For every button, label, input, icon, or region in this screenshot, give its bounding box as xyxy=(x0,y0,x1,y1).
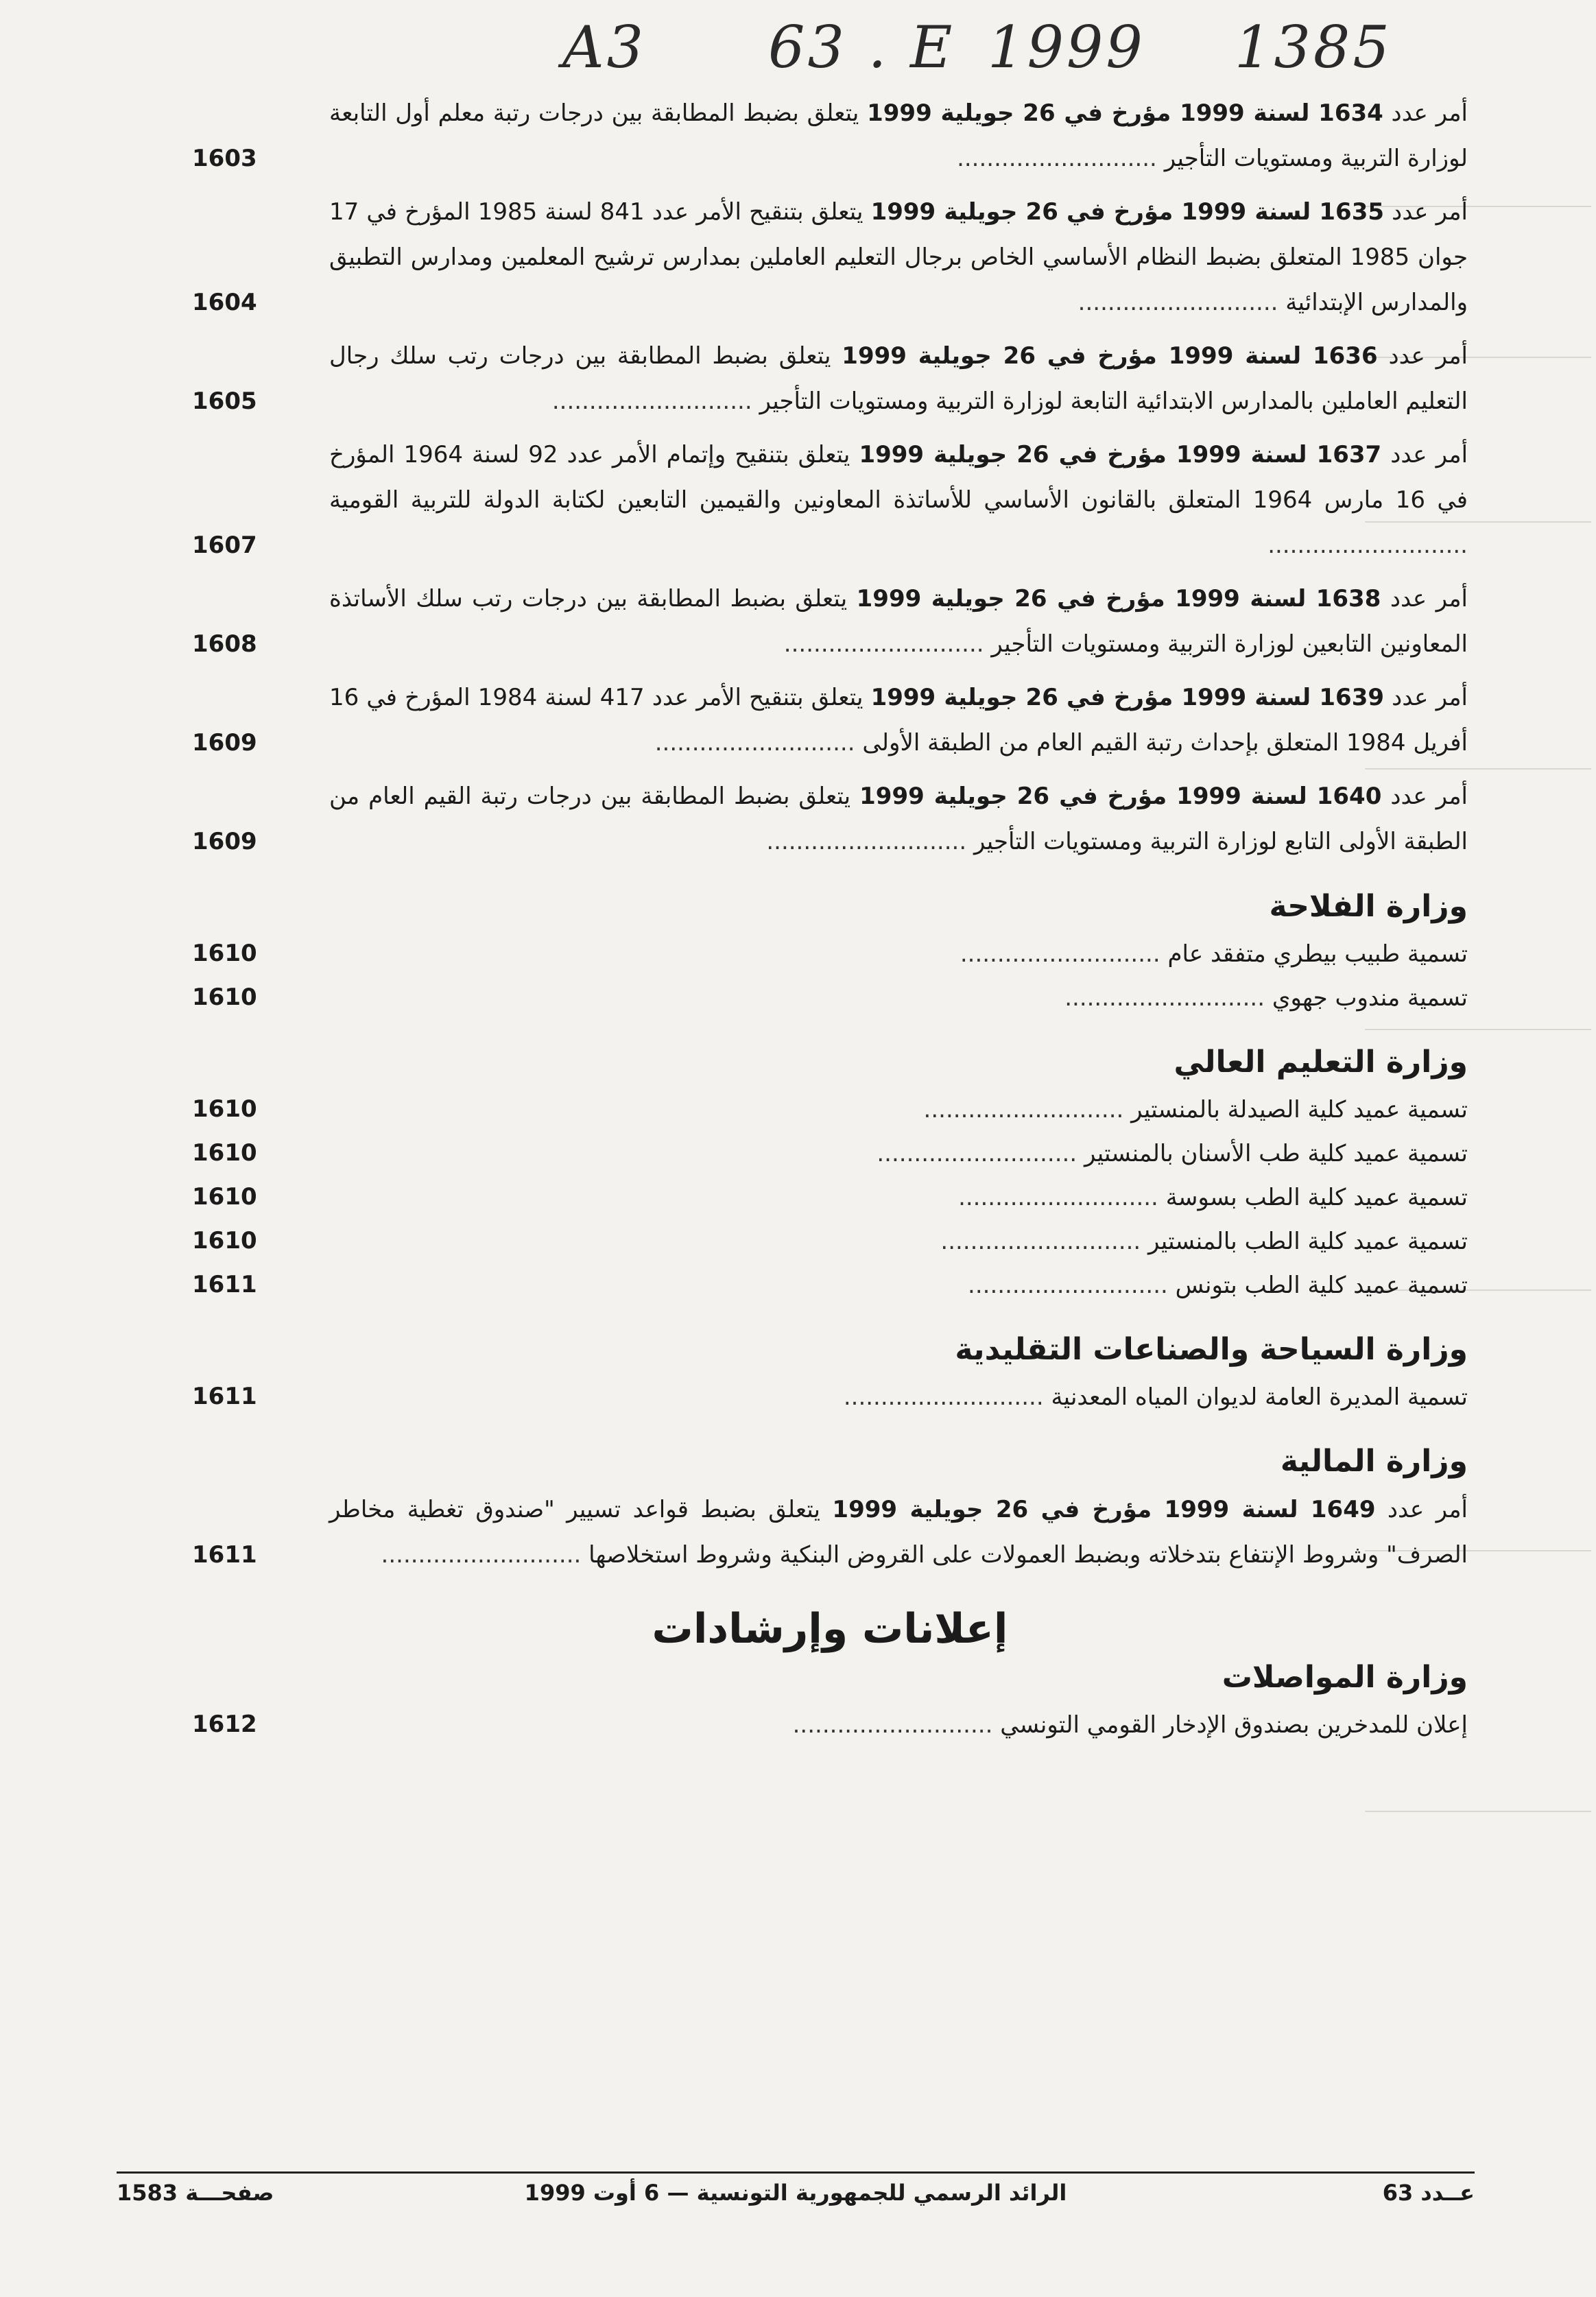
toc-entry[interactable]: أمر عدد 1640 لسنة 1999 مؤرخ في 26 جويلية 1999 يتعلق بضبط المطابقة بين درجات رتبة القيم العام من الطبقة الأولى التابع لوزارة التربية ومستويات التأجير ........................... 1609 xyxy=(192,774,1468,864)
ministry-heading: وزارة المواصلات xyxy=(1222,1660,1468,1695)
table-of-contents xyxy=(192,91,1468,1747)
handwritten-issue: 63 . E xyxy=(768,14,955,81)
page-number: 1604 xyxy=(192,289,257,316)
page-number: 1605 xyxy=(192,388,257,415)
page-number: 1610 xyxy=(192,940,257,967)
footer-journal-title: الرائد الرسمي للجمهورية التونسية — 6 أوت 1999 xyxy=(524,2180,1067,2206)
handwritten-year: 1999 xyxy=(988,14,1145,81)
page-number: 1610 xyxy=(192,1139,257,1167)
page-number: 1610 xyxy=(192,984,257,1011)
footer-page-label: صفحـــة 1583 xyxy=(117,2180,274,2206)
ministry-heading: وزارة التعليم العالي xyxy=(1174,1045,1468,1080)
ministry-heading: وزارة الفلاحة xyxy=(1269,889,1468,924)
toc-entry[interactable]: أمر عدد 1635 لسنة 1999 مؤرخ في 26 جويلية 1999 يتعلق بتنقيح الأمر عدد 841 لسنة 1985 المؤرخ في 17 جوان 1985 المتعلق بضبط النظام الأساسي الخاص برجال التعليم العاملين بمدارس ترشيح المعلمين ومدارس التطبيق والمدارس الإبتدائية ........................... 1604 xyxy=(192,189,1468,325)
page-number: 1603 xyxy=(192,145,257,172)
toc-entry[interactable]: أمر عدد 1637 لسنة 1999 مؤرخ في 26 جويلية 1999 يتعلق بتنقيح وإتمام الأمر عدد 92 لسنة 1964 المؤرخ في 16 مارس 1964 المتعلق بالقانون الأساسي للأساتذة المعاونين والقيمين التابعين لكتابة الدولة للتربية القومية ........................... 1607 xyxy=(192,432,1468,568)
handwritten-note xyxy=(549,14,1413,89)
page-number: 1610 xyxy=(192,1183,257,1211)
toc-entry[interactable]: أمر عدد 1638 لسنة 1999 مؤرخ في 26 جويلية 1999 يتعلق بضبط المطابقة بين درجات رتب سلك الأساتذة المعاونين التابعين لوزارة التربية ومستويات التأجير ........................... 1608 xyxy=(192,576,1468,667)
toc-entry[interactable]: تسمية عميد كلية الطب بالمنستير ........................... 1610 xyxy=(192,1219,1468,1263)
page-number: 1611 xyxy=(192,1541,257,1569)
page-number: 1610 xyxy=(192,1095,257,1123)
page-number: 1611 xyxy=(192,1271,257,1298)
toc-entry[interactable]: إعلان للمدخرين بصندوق الإدخار القومي التونسي ........................... 1612 xyxy=(192,1703,1468,1747)
page-number: 1608 xyxy=(192,630,257,658)
toc-entry[interactable]: أمر عدد 1649 لسنة 1999 مؤرخ في 26 جويلية 1999 يتعلق بضبط قواعد تسيير "صندوق تغطية مخاطر الصرف" وشروط الإنتفاع بتدخلاته وبضبط العمولات على القروض البنكية وشروط استخلاصها ........................... 1611 xyxy=(192,1487,1468,1578)
handwritten-number: 1385 xyxy=(1235,14,1392,81)
toc-entry[interactable]: تسمية عميد كلية الطب بتونس ........................... 1611 xyxy=(192,1263,1468,1307)
ministry-heading: وزارة السياحة والصناعات التقليدية xyxy=(955,1332,1468,1367)
toc-entry[interactable]: تسمية مندوب جهوي ........................... 1610 xyxy=(192,976,1468,1020)
handwritten-a3: A3 xyxy=(562,14,647,81)
toc-entry[interactable]: أمر عدد 1639 لسنة 1999 مؤرخ في 26 جويلية 1999 يتعلق بتنقيح الأمر عدد 417 لسنة 1984 المؤرخ في 16 أفريل 1984 المتعلق بإحداث رتبة القيم العام من الطبقة الأولى ........................... 1609 xyxy=(192,675,1468,765)
footer-issue-number: عــدد 63 xyxy=(1382,2180,1475,2206)
announcements-title: إعلانات وإرشادات xyxy=(652,1605,1008,1653)
toc-entry[interactable]: أمر عدد 1636 لسنة 1999 مؤرخ في 26 جويلية 1999 يتعلق بضبط المطابقة بين درجات رتب سلك رجال التعليم العاملين بالمدارس الابتدائية التابعة لوزارة التربية ومستويات التأجير ........................... 1605 xyxy=(192,333,1468,424)
toc-entry[interactable]: تسمية عميد كلية الصيدلة بالمنستير ........................... 1610 xyxy=(192,1088,1468,1132)
toc-entry[interactable]: تسمية عميد كلية طب الأسنان بالمنستير ........................... 1610 xyxy=(192,1132,1468,1176)
footer-rule xyxy=(117,2171,1475,2174)
page-number: 1610 xyxy=(192,1227,257,1254)
toc-entry[interactable]: تسمية طبيب بيطري متفقد عام ........................... 1610 xyxy=(192,932,1468,976)
page-number: 1607 xyxy=(192,532,257,559)
page-number: 1612 xyxy=(192,1711,257,1738)
bleed-line xyxy=(1365,1811,1591,1812)
page-number: 1609 xyxy=(192,729,257,757)
toc-entry[interactable]: أمر عدد 1634 لسنة 1999 مؤرخ في 26 جويلية 1999 يتعلق بضبط المطابقة بين درجات رتبة معلم أول التابعة لوزارة التربية ومستويات التأجير ........................... 1603 xyxy=(192,91,1468,181)
page-number: 1611 xyxy=(192,1383,257,1410)
toc-entry[interactable]: تسمية المديرة العامة لديوان المياه المعدنية ........................... 1611 xyxy=(192,1375,1468,1419)
ministry-heading: وزارة المالية xyxy=(1280,1444,1468,1479)
page-footer xyxy=(117,2180,1475,2221)
page-number: 1609 xyxy=(192,828,257,855)
toc-entry[interactable]: تسمية عميد كلية الطب بسوسة ........................... 1610 xyxy=(192,1176,1468,1219)
